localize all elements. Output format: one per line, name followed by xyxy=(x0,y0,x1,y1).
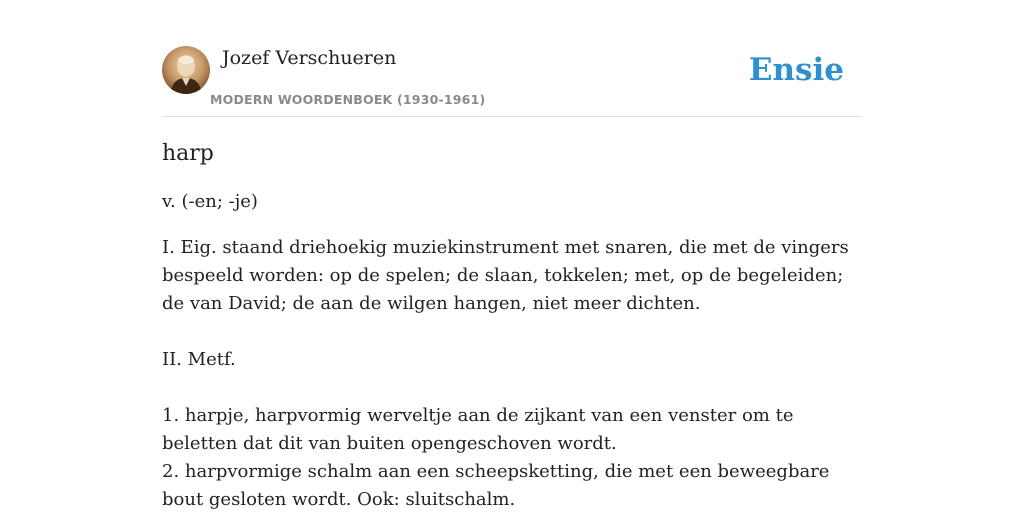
source-label: MODERN WOORDENBOEK (1930-1961) xyxy=(210,92,486,107)
portrait-icon xyxy=(162,46,210,94)
author-avatar[interactable] xyxy=(162,46,210,94)
author-link[interactable]: Jozef Verschueren xyxy=(222,47,397,69)
entry-headword: harp xyxy=(162,141,214,166)
entry-grammar: v. (-en; -je) xyxy=(162,191,258,212)
sense-2-2: 2. harpvormige schalm aan een scheepsketting, die met een beweegbare bout gesloten wordt. Ook: sluitschalm. xyxy=(162,461,830,510)
spacer xyxy=(162,318,862,346)
ensie-logo[interactable]: Ensie xyxy=(748,52,844,88)
sense-2-1: 1. harpje, harpvormig werveltje aan de zijkant van een venster om te beletten dat dit van buiten opengeschoven wordt. xyxy=(162,405,794,454)
entry-content xyxy=(162,138,862,512)
sense-1: I. Eig. staand driehoekig muziekinstrument met snaren, die met de vingers bespeeld worden: op de spelen; de slaan, tokkelen; met, op de begeleiden; de van David; de aan de wilgen hangen, niet meer dichten. xyxy=(162,237,849,314)
page-header xyxy=(162,46,862,117)
spacer xyxy=(162,374,862,402)
sense-2-heading: II. Metf. xyxy=(162,349,236,370)
